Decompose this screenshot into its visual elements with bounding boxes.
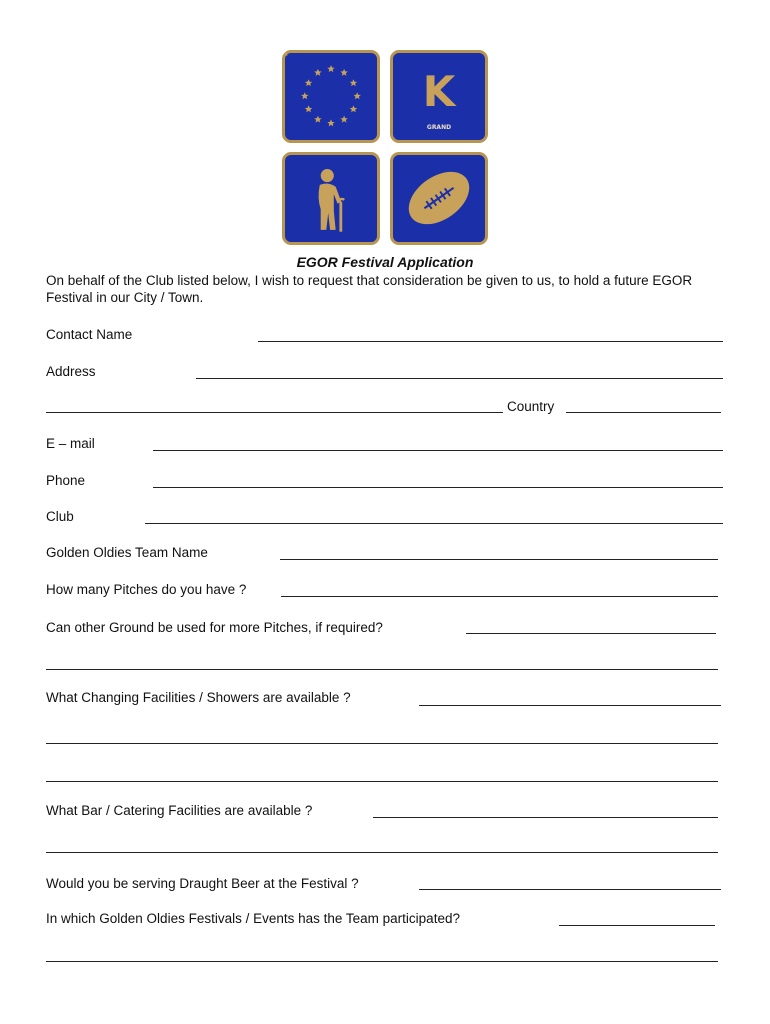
pitches-field[interactable]: [281, 596, 718, 597]
contact-name-field[interactable]: [258, 341, 723, 342]
bar-field[interactable]: [373, 817, 718, 818]
club-label: Club: [46, 509, 74, 524]
address-line2-field[interactable]: [46, 412, 503, 413]
changing-label: What Changing Facilities / Showers are available ?: [46, 690, 351, 705]
changing-field[interactable]: [419, 705, 721, 706]
phone-field[interactable]: [153, 487, 723, 488]
rugby-ball-tile: [390, 152, 488, 245]
eu-stars-tile: [282, 50, 380, 143]
address-field[interactable]: [196, 378, 723, 379]
stars-circle-icon: [285, 53, 377, 140]
contact-name-label: Contact Name: [46, 327, 133, 342]
club-field[interactable]: [145, 523, 723, 524]
events-label: In which Golden Oldies Festivals / Events has the Team participated?: [46, 911, 460, 926]
elderly-person-tile: [282, 152, 380, 245]
k-letter: K: [422, 67, 456, 116]
other-ground-label: Can other Ground be used for more Pitches, if required?: [46, 620, 383, 635]
other-ground-field[interactable]: [466, 633, 716, 634]
pitches-label: How many Pitches do you have ?: [46, 582, 247, 597]
email-field[interactable]: [153, 450, 723, 451]
team-name-label: Golden Oldies Team Name: [46, 545, 208, 560]
egor-logo: [280, 48, 492, 248]
phone-label: Phone: [46, 473, 86, 488]
rugby-ball-icon: [393, 155, 485, 242]
page-title: EGOR Festival Application: [296, 254, 474, 270]
changing-field-line3[interactable]: [46, 781, 718, 782]
beer-field[interactable]: [419, 889, 721, 890]
events-field-line2[interactable]: [46, 961, 718, 962]
address-label: Address: [46, 364, 96, 379]
changing-field-line2[interactable]: [46, 743, 718, 744]
bar-label: What Bar / Catering Facilities are available ?: [46, 803, 313, 818]
country-field[interactable]: [566, 412, 721, 413]
intro-paragraph: On behalf of the Club listed below, I wish to request that consideration be given to us, to hold a future EGOR Festival in our City / Town.: [46, 273, 693, 305]
other-ground-field-line2[interactable]: [46, 669, 718, 670]
events-field[interactable]: [559, 925, 715, 926]
team-name-field[interactable]: [280, 559, 718, 560]
bar-field-line2[interactable]: [46, 852, 718, 853]
elderly-person-icon: [285, 155, 377, 242]
beer-label: Would you be serving Draught Beer at the Festival ?: [46, 876, 359, 891]
email-label: E – mail: [46, 436, 95, 451]
country-label: Country: [507, 399, 555, 414]
grand-label: GRAND: [426, 124, 452, 131]
k-grand-tile: [390, 50, 488, 143]
